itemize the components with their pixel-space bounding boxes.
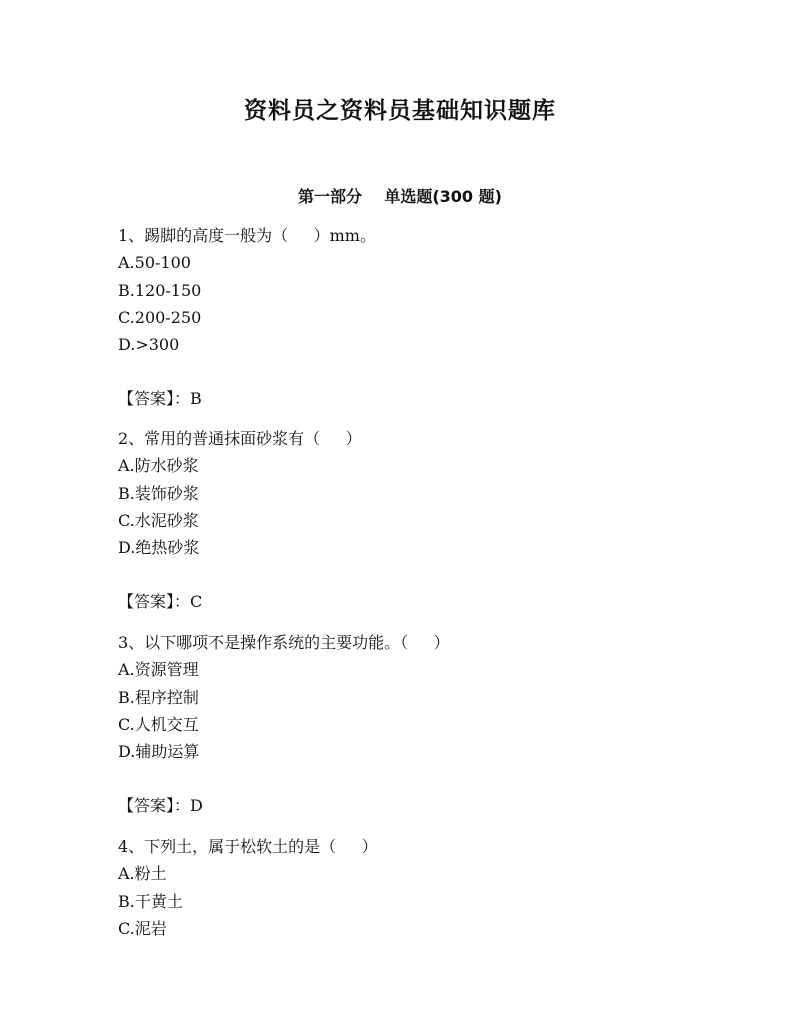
question-stem: 3、以下哪项不是操作系统的主要功能。（ ）	[118, 633, 450, 652]
option-a: A.粉土	[118, 864, 167, 884]
answer-label: 【答案】：D	[118, 796, 203, 816]
question-3	[118, 629, 738, 820]
question-stem: 1、踢脚的高度一般为（ ）mm。	[118, 226, 376, 245]
option-d: D.辅助运算	[118, 742, 200, 762]
document-title: 资料员之资料员基础知识题库	[244, 98, 556, 124]
answer-label: 【答案】：B	[118, 389, 202, 409]
option-a: A.50-100	[118, 253, 191, 273]
option-c: C.泥岩	[118, 918, 167, 938]
option-b: B.120-150	[118, 280, 202, 300]
option-b: B.程序控制	[118, 687, 199, 707]
option-d: D.绝热砂浆	[118, 538, 200, 558]
question-1	[118, 222, 738, 413]
option-a: A.防水砂浆	[118, 456, 199, 476]
question-2	[118, 425, 738, 616]
option-d: D.>300	[118, 335, 180, 355]
section-title: 第一部分 单选题(300 题)	[298, 187, 502, 206]
question-stem: 2、常用的普通抹面砂浆有（ ）	[118, 429, 362, 448]
option-a: A.资源管理	[118, 660, 199, 680]
question-4	[118, 833, 738, 942]
answer-label: 【答案】：C	[118, 592, 203, 612]
option-c: C.人机交互	[118, 714, 199, 734]
option-b: B.干黄土	[118, 891, 183, 911]
option-c: C.水泥砂浆	[118, 510, 199, 530]
question-stem: 4、下列土，属于松软土的是（ ）	[118, 837, 378, 856]
option-b: B.装饰砂浆	[118, 483, 199, 503]
option-c: C.200-250	[118, 307, 202, 327]
